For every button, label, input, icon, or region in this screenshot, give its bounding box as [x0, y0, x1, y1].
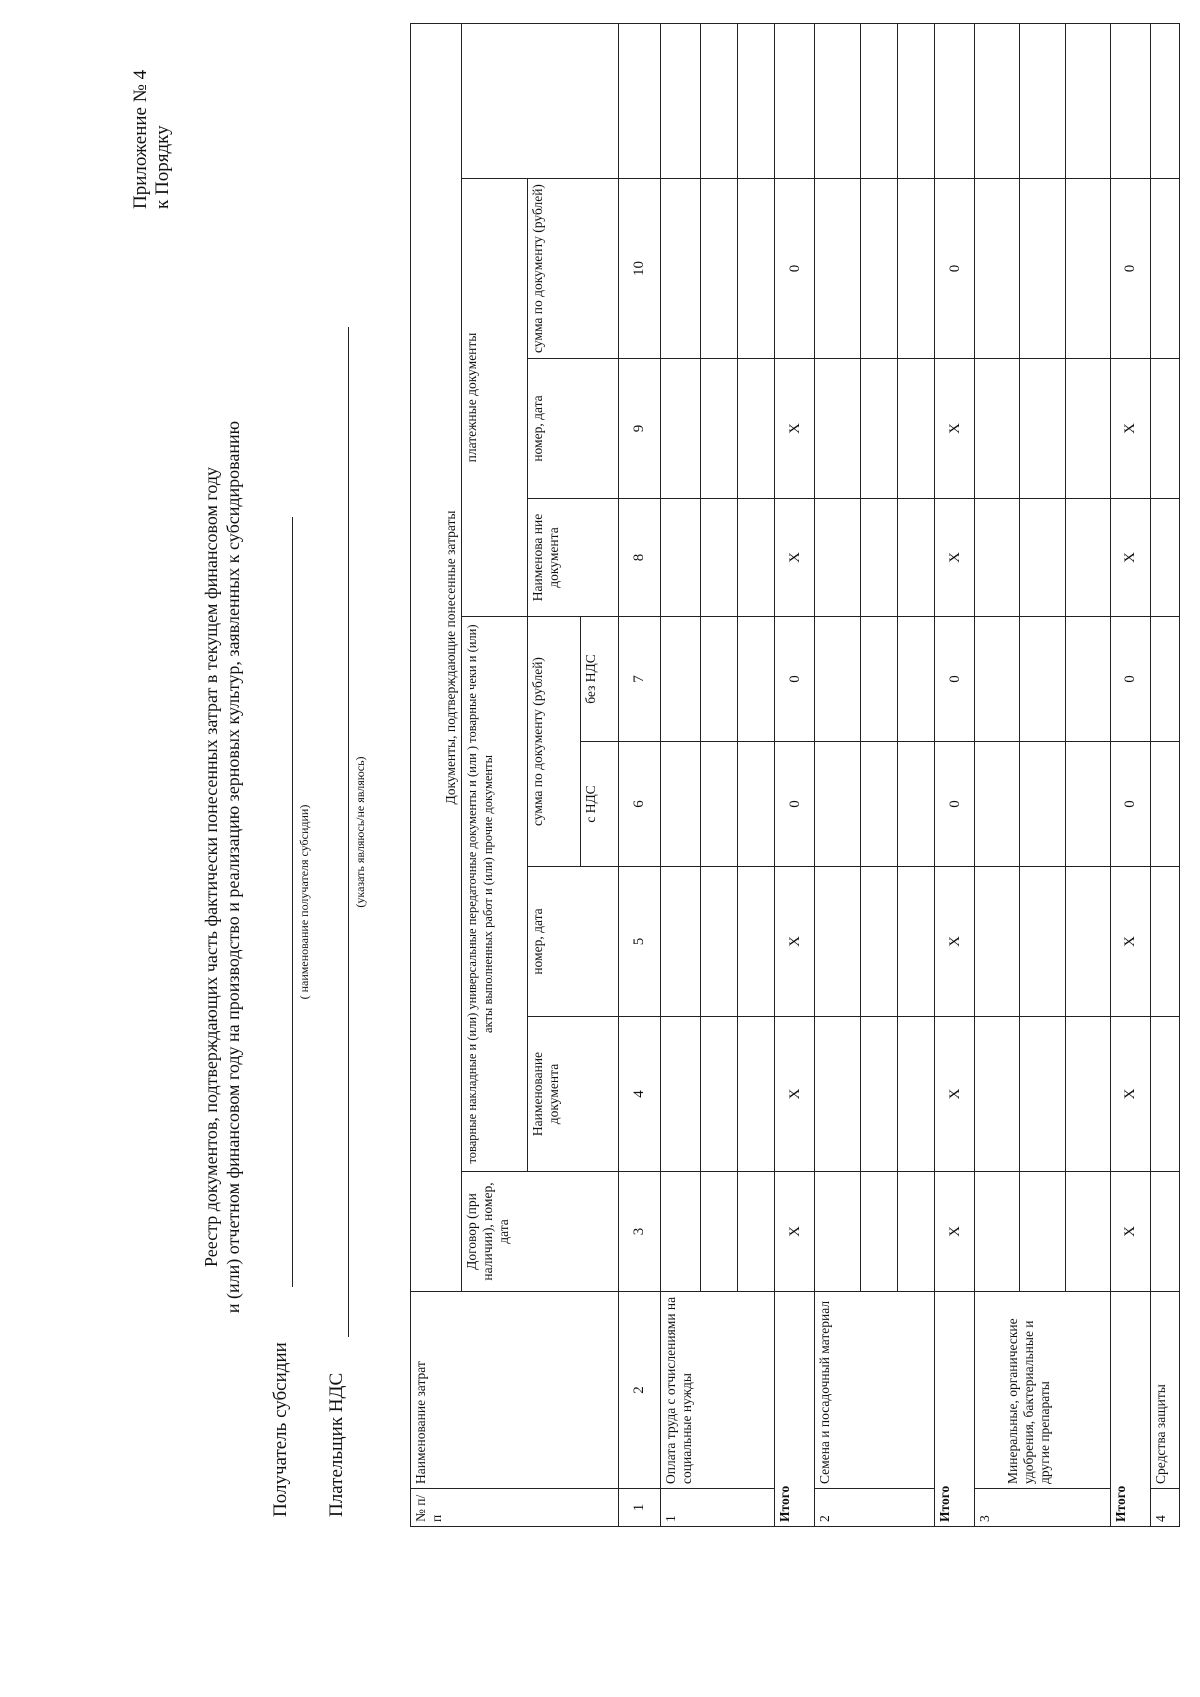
column-numbers-row — [618, 24, 661, 1527]
total-x: Х — [935, 1017, 975, 1172]
table-cell — [815, 742, 860, 867]
total-zero: 0 — [775, 179, 815, 359]
header-blank — [461, 24, 618, 179]
table-cell — [661, 742, 701, 867]
table-cell — [700, 617, 737, 742]
header-payment-docs: платежные документы — [461, 179, 528, 617]
table-cell — [897, 179, 934, 359]
table-cell — [1020, 1172, 1065, 1292]
table-cell — [738, 499, 775, 617]
table-cell — [661, 1017, 701, 1172]
table-cell — [700, 1172, 737, 1292]
col-number: 8 — [618, 499, 661, 617]
table-cell — [815, 499, 860, 617]
header-with-vat: с НДС — [581, 742, 618, 867]
table-cell — [1020, 742, 1065, 867]
table-row — [975, 24, 1020, 1527]
table-cell — [700, 24, 737, 179]
table-cell — [738, 1017, 775, 1172]
section-name: Семена и посадочный материал — [815, 1292, 935, 1489]
table-cell — [860, 24, 897, 179]
total-x: Х — [775, 1017, 815, 1172]
table-cell — [975, 359, 1020, 499]
table-cell — [815, 1017, 860, 1172]
total-zero: 0 — [775, 742, 815, 867]
table-cell — [661, 1172, 701, 1292]
table-cell — [618, 24, 661, 179]
table-cell — [1020, 867, 1065, 1017]
section-num: 2 — [815, 1489, 935, 1527]
table-cell — [975, 1017, 1020, 1172]
table-cell — [975, 499, 1020, 617]
total-x: Х — [1110, 499, 1150, 617]
table-cell — [661, 359, 701, 499]
total-zero: 0 — [775, 617, 815, 742]
table-cell — [897, 867, 934, 1017]
header-num: № п/п — [411, 1489, 619, 1527]
table-cell — [935, 24, 975, 179]
appendix-note — [130, 9, 174, 209]
total-label: Итого — [775, 1292, 815, 1527]
table-cell — [1020, 179, 1065, 359]
total-zero: 0 — [935, 179, 975, 359]
table-cell — [661, 179, 701, 359]
table-cell — [815, 1172, 860, 1292]
table-cell — [1150, 1172, 1179, 1292]
col-number: 10 — [618, 179, 661, 359]
table-cell — [1110, 24, 1150, 179]
header-without-vat: без НДС — [581, 617, 618, 742]
table-cell — [1065, 867, 1110, 1017]
table-cell — [860, 742, 897, 867]
table-cell — [860, 867, 897, 1017]
table-cell — [860, 1017, 897, 1172]
header-docs-group: Документы, подтверждающие понесенные затраты — [411, 24, 462, 1292]
total-x: Х — [935, 867, 975, 1017]
table-cell — [700, 499, 737, 617]
table-cell — [1150, 867, 1179, 1017]
recipient-hint: ( наименование получателя субсидии) — [297, 804, 311, 1000]
col-number: 9 — [618, 359, 661, 499]
title-line-2: и (или) отчетном финансовом году на производство и реализацию зерновых культур, заявленных к субсидированию — [223, 420, 243, 1314]
table-cell — [815, 867, 860, 1017]
section-num: 4 — [1150, 1489, 1179, 1527]
header-sum-doc: сумма по документу (рублей) — [528, 617, 581, 867]
total-label: Итого — [1110, 1292, 1150, 1527]
total-row — [935, 24, 975, 1527]
total-x: Х — [935, 359, 975, 499]
total-x: Х — [935, 1172, 975, 1292]
col-number: 7 — [618, 617, 661, 742]
table-cell — [1065, 1172, 1110, 1292]
table-cell — [700, 179, 737, 359]
table-cell — [738, 867, 775, 1017]
table-cell — [1150, 24, 1179, 179]
table-cell — [860, 617, 897, 742]
total-label: Итого — [935, 1292, 975, 1527]
header-contract: Договор (при наличии), номер, дата — [461, 1172, 618, 1292]
header-pay-sum: сумма по документу (рублей) — [528, 179, 618, 359]
table-cell — [897, 617, 934, 742]
total-row — [1110, 24, 1150, 1527]
header-pay-number-date: номер, дата — [528, 359, 618, 499]
table-cell — [860, 1172, 897, 1292]
header-invoices: товарные накладные и (или) универсальные передаточные документы и (или ) товарные чеки и (или) акты выполненных работ и (или) прочие документы — [461, 617, 528, 1172]
vat-line — [348, 327, 349, 1337]
table-cell — [1150, 617, 1179, 742]
table-cell — [1020, 499, 1065, 617]
table-cell — [815, 179, 860, 359]
table-cell — [738, 617, 775, 742]
table-cell — [1150, 1017, 1179, 1172]
table-cell — [1150, 742, 1179, 867]
table-cell — [975, 617, 1020, 742]
table-cell — [975, 24, 1020, 179]
table-row — [661, 24, 701, 1527]
table-cell — [975, 867, 1020, 1017]
table-cell — [661, 617, 701, 742]
total-x: Х — [775, 867, 815, 1017]
table-cell — [860, 359, 897, 499]
section-num: 3 — [975, 1489, 1111, 1527]
table-cell — [1065, 359, 1110, 499]
col-number: 4 — [618, 1017, 661, 1172]
col-number: 6 — [618, 742, 661, 867]
table-cell — [1065, 617, 1110, 742]
table-cell — [775, 24, 815, 179]
table-cell — [1065, 499, 1110, 617]
table-cell — [700, 867, 737, 1017]
header-row-1 — [411, 24, 462, 1527]
table-cell — [1020, 24, 1065, 179]
table-cell — [897, 359, 934, 499]
table-cell — [661, 499, 701, 617]
vat-hint: (указать являюсь/не являюсь) — [353, 756, 367, 908]
table-cell — [975, 179, 1020, 359]
appendix-line-2: к Порядку — [152, 125, 173, 209]
table-cell — [1150, 179, 1179, 359]
table-cell — [897, 499, 934, 617]
table-cell — [897, 1017, 934, 1172]
table-cell — [815, 359, 860, 499]
table-cell — [700, 742, 737, 867]
total-zero: 0 — [935, 742, 975, 867]
section-num: 1 — [661, 1489, 775, 1527]
total-x: Х — [1110, 1172, 1150, 1292]
total-x: Х — [775, 1172, 815, 1292]
table-row — [815, 24, 860, 1527]
table-cell — [661, 867, 701, 1017]
section-name: Оплата труда с отчислениями на социальные нужды — [661, 1292, 775, 1489]
table-cell — [1065, 742, 1110, 867]
table-cell — [1065, 179, 1110, 359]
section-name: Средства защиты — [1150, 1292, 1179, 1489]
recipient-label: Получатель субсидии — [270, 1342, 291, 1517]
recipient-line — [292, 517, 293, 1287]
table-cell — [1150, 499, 1179, 617]
table-cell — [1065, 24, 1110, 179]
vat-label: Плательщик НДС — [326, 1372, 347, 1517]
document-title — [200, 317, 244, 1417]
total-x: Х — [1110, 867, 1150, 1017]
table-cell — [975, 742, 1020, 867]
total-zero: 0 — [1110, 742, 1150, 867]
table-cell — [738, 1172, 775, 1292]
header-doc-name: Наименование документа — [528, 1017, 618, 1172]
table-cell — [700, 1017, 737, 1172]
total-x: Х — [1110, 359, 1150, 499]
table-cell — [1020, 359, 1065, 499]
header-number-date: номер, дата — [528, 867, 618, 1017]
table-cell — [815, 24, 860, 179]
table-cell — [700, 359, 737, 499]
table-row — [1150, 24, 1179, 1527]
table-cell — [897, 24, 934, 179]
table-cell — [860, 179, 897, 359]
col-number: 5 — [618, 867, 661, 1017]
table-cell — [975, 1172, 1020, 1292]
table-cell — [1020, 617, 1065, 742]
table-cell — [1065, 1017, 1110, 1172]
total-x: Х — [775, 499, 815, 617]
table-cell — [661, 24, 701, 179]
title-line-1: Реестр документов, подтверждающих часть фактически понесенных затрат в текущем финансовом году — [201, 467, 221, 1267]
col-number: 1 — [618, 1489, 661, 1527]
header-cost-name: Наименование затрат — [411, 1292, 619, 1489]
register-table — [410, 23, 1180, 1527]
table-cell — [738, 742, 775, 867]
table-cell — [860, 499, 897, 617]
total-x: Х — [935, 499, 975, 617]
col-number: 2 — [618, 1292, 661, 1489]
table-cell — [738, 24, 775, 179]
table-cell — [1020, 1017, 1065, 1172]
table-cell — [815, 617, 860, 742]
appendix-line-1: Приложение № 4 — [130, 69, 151, 209]
table-cell — [897, 742, 934, 867]
col-number: 3 — [618, 1172, 661, 1292]
total-x: Х — [1110, 1017, 1150, 1172]
total-zero: 0 — [935, 617, 975, 742]
table-cell — [1150, 359, 1179, 499]
total-row — [775, 24, 815, 1527]
table-cell — [897, 1172, 934, 1292]
total-zero: 0 — [1110, 617, 1150, 742]
total-x: Х — [775, 359, 815, 499]
total-zero: 0 — [1110, 179, 1150, 359]
section-name: Минеральные, органические удобрения, бактериальные и другие препараты — [975, 1292, 1111, 1489]
table-cell — [738, 359, 775, 499]
table-cell — [738, 179, 775, 359]
header-pay-doc-name: Наименова ние документа — [528, 499, 618, 617]
